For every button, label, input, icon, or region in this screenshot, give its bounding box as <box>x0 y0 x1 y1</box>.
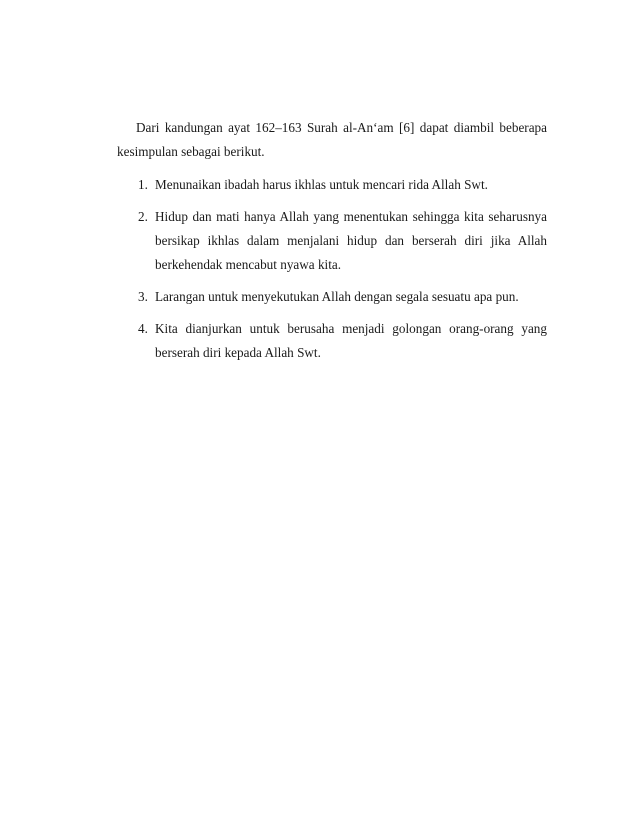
list-item-number: 1. <box>138 177 148 192</box>
document-body <box>117 116 547 373</box>
list-item-text: Kita dianjurkan untuk berusaha menjadi golongan orang-orang yang berserah diri kepada Allah Swt. <box>155 321 547 360</box>
list-item <box>117 173 547 197</box>
list-item-number: 3. <box>138 289 148 304</box>
list-item-text: Larangan untuk menyekutukan Allah dengan segala sesuatu apa pun. <box>155 289 519 304</box>
list-item-number: 2. <box>138 209 148 224</box>
list-item <box>117 317 547 365</box>
list-item <box>117 205 547 277</box>
list-item-text: Menunaikan ibadah harus ikhlas untuk mencari rida Allah Swt. <box>155 177 488 192</box>
list-item <box>117 285 547 309</box>
list-item-text: Hidup dan mati hanya Allah yang menentukan sehingga kita seharusnya bersikap ikhlas dalam menjalani hidup dan berserah diri jika Allah berkehendak mencabut nyawa kita. <box>155 209 547 272</box>
intro-paragraph: Dari kandungan ayat 162–163 Surah al-An‘am [6] dapat diambil beberapa kesimpulan sebagai berikut. <box>117 120 547 159</box>
conclusion-list <box>117 173 547 365</box>
list-item-number: 4. <box>138 321 148 336</box>
